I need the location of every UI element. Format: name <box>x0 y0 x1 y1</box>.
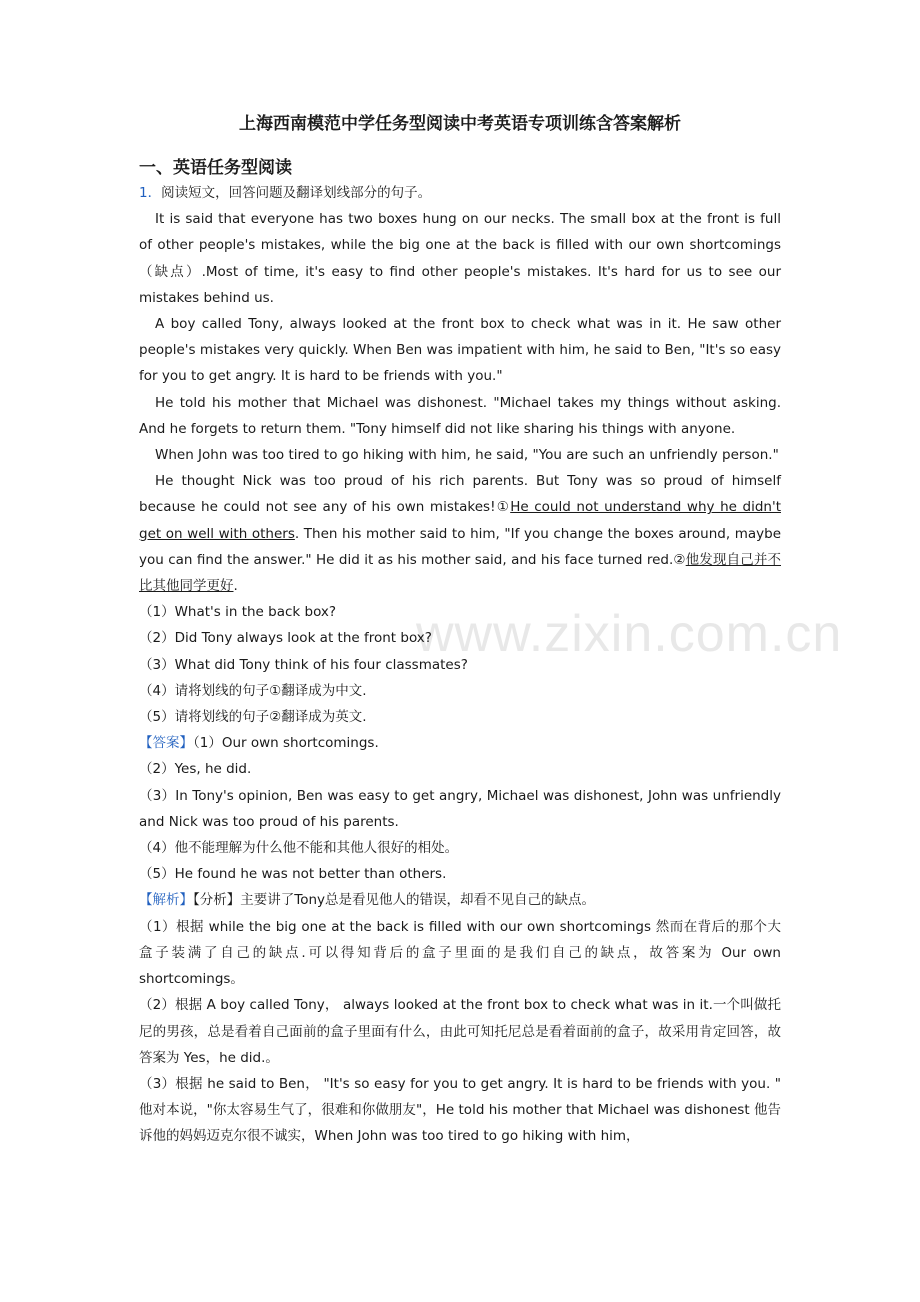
answer-3: （3）In Tony's opinion, Ben was easy to get angry, Michael was dishonest, John was unfriendly and Nick was too proud of his parents. <box>139 787 781 830</box>
answer-4: （4）他不能理解为什么他不能和其他人很好的相处。 <box>139 840 459 857</box>
passage-paragraph-5 <box>139 468 781 599</box>
passage-text: He thought Nick was too proud of his rich parents. But Tony was so proud of himself because he could not see any of his own mistakes!① <box>139 473 781 516</box>
passage-text: . Then his mother said to him, "If you change the boxes around, maybe you can find the answer." He did it as his mother said, and his face turned red.② <box>139 525 782 568</box>
section-heading: 一、英语任务型阅读 <box>139 158 292 178</box>
underlined-sentence-2: 他发现自己并不比其他同学更好 <box>139 551 781 595</box>
document-title: 上海西南模范中学任务型阅读中考英语专项训练含答案解析 <box>239 114 681 134</box>
question-instruction <box>139 180 781 206</box>
sub-question-1: （1）What's in the back box? <box>139 604 337 621</box>
passage-text: . <box>233 578 238 595</box>
answer-text: （1）Our own shortcomings. <box>193 735 379 752</box>
watermark: www.zixin.com.cn <box>416 605 843 663</box>
analysis-text: 【分析】主要讲了Tony总是看见他人的错误，却看不见自己的缺点。 <box>193 892 596 909</box>
answer-2: （2）Yes, he did. <box>139 761 252 778</box>
passage-paragraph-1: It is said that everyone has two boxes hung on our necks. The small box at the front is full of other people's mistakes, while the big one at the back is filled with our own shortcomings（缺点）.Most of time, it's easy to find other people's mistakes. It's hard for us to see our mistakes behind us. <box>139 211 781 306</box>
passage-paragraph-3: He told his mother that Michael was dishonest. "Michael takes my things without asking. And he forgets to return them. "Tony himself did not like sharing his things with anyone. <box>139 394 781 437</box>
answer-1 <box>139 730 781 756</box>
sub-question-4: （4）请将划线的句子①翻译成为中文. <box>139 682 367 699</box>
document-page <box>139 112 781 1150</box>
sub-question-5: （5）请将划线的句子②翻译成为英文. <box>139 709 367 726</box>
passage-paragraph-4: When John was too tired to go hiking with him, he said, "You are such an unfriendly person." <box>155 447 779 464</box>
analysis-1: （1）根据 while the big one at the back is filled with our own shortcomings 然而在背后的那个大盒子装满了自己的缺点.可以得知背后的盒子里面的是我们自己的缺点，故答案为 Our own shortcomings。 <box>139 918 781 988</box>
answer-tag: 【答案】 <box>139 735 193 752</box>
question-number: 1． <box>139 185 162 201</box>
answer-5: （5）He found he was not better than others. <box>139 866 447 883</box>
sub-question-3: （3）What did Tony think of his four classmates? <box>139 656 468 673</box>
underlined-sentence-1: He could not understand why he didn't get on well with others <box>139 499 781 542</box>
analysis-2: （2）根据 A boy called Tony， always looked at the front box to check what was in it.一个叫做托尼的男孩，总是看着自己面前的盒子里面有什么，由此可知托尼总是看着面前的盒子，故采用肯定回答，故答案为 Yes，he did.。 <box>139 997 781 1066</box>
analysis-3: （3）根据 he said to Ben， "It's so easy for you to get angry. It is hard to be friends with you. " 他对本说，"你太容易生气了，很难和你做朋友"，He told his mother that Michael was dishonest 他告诉他的妈妈迈克尔很不诚实，When John was too tired to go hiking with him， <box>139 1075 781 1145</box>
instruction-text: 阅读短文，回答问题及翻译划线部分的句子。 <box>161 185 432 201</box>
analysis-tag: 【解析】 <box>139 892 193 909</box>
sub-question-2: （2）Did Tony always look at the front box? <box>139 630 432 647</box>
analysis-summary <box>139 887 781 913</box>
passage-paragraph-2: A boy called Tony, always looked at the front box to check what was in it. He saw other people's mistakes very quickly. When Ben was impatient with him, he said to Ben, "It's so easy for you to get angry. It is hard to be friends with you." <box>139 316 781 385</box>
